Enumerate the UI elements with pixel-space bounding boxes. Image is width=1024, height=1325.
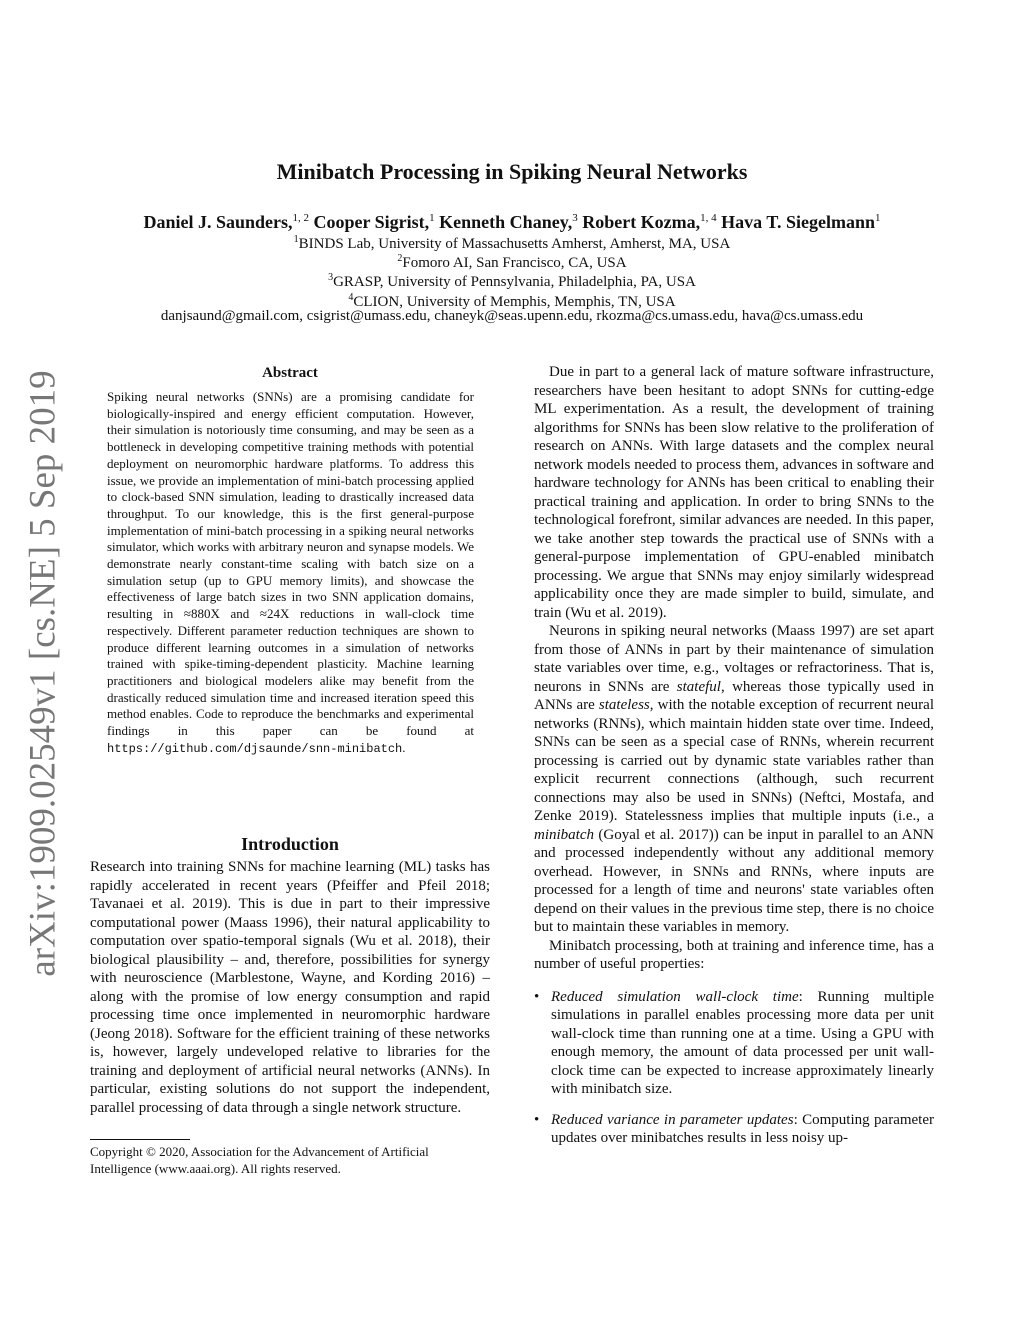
code-link[interactable]: https://github.com/djsaunde/snn-minibatch <box>107 741 403 756</box>
list-item <box>534 1111 934 1148</box>
bullet-term: Reduced simulation wall-clock time <box>551 988 799 1005</box>
bullet-icon: • <box>534 988 540 1005</box>
author-affil-sup: 1, 2 <box>292 212 309 224</box>
introduction-heading: Introduction <box>241 834 339 854</box>
paragraph <box>534 622 934 937</box>
author-affil-sup: 3 <box>572 212 578 224</box>
author-name: Robert Kozma, <box>582 212 701 232</box>
introduction-text: Research into training SNNs for machine learning (ML) tasks has rapidly accelerated in recent years (Pfeiffer and Pfeil 2018; Tavanaei et al. 2019). This is due in part to their impressive computational power (Maass 1996), their natural applicability to computation over spatio-temporal signals (Wu et al. 2018), their biological plausibility – and, therefore, possibilities for synergy with neuroscience (Marblestone, Wayne, and Kording 2016) – along with the promise of low energy consumption and rapid processing time once implemented in neuromorphic hardware (Jeong 2018). Software for the efficient training of these networks is, however, largely undeveloped relative to libraries for the training and deployment of artificial neural networks (ANNs). In particular, existing solutions do not support the independent, parallel processing of data through a single network structure. <box>90 859 490 1116</box>
abstract-text: Spiking neural networks (SNNs) are a promising candidate for biologically-inspired and energy efficient computation. However, their simulation is notoriously time consuming, and may be seen as a bottleneck in developing competitive training methods with potential deployment on neuromorphic hardware platforms. To address this issue, we provide an implementation of mini-batch processing applied to clock-based SNN simulation, leading to drastically increased data throughput. To our knowledge, this is the first general-purpose implementation of mini-batch processing in a spiking neural networks simulator, which works with arbitrary neuron and synapse models. We demonstrate nearly constant-time scaling with batch size on a simulation setup (up to GPU memory limits), and showcase the effectiveness of large batch sizes in two SNN application domains, resulting in ≈880X and ≈24X reductions in wall-clock time respectively. Different parameter reduction techniques are shown to produce different learning outcomes in a simulation of networks trained with spike-timing-dependent plasticity. Machine learning practitioners and biological modelers alike may benefit from the drastically reduced simulation time and increased iteration speed this method enables. Code to reproduce the benchmarks and experimental findings in this paper can be found at <box>107 389 474 739</box>
paragraph-text: Neurons in spiking neural networks (Maass 1997) are set apart from those of ANNs in part by their maintenance of simulation state variables over time, e.g., voltages or refractoriness. That is, neurons in SNNs are <box>534 623 934 695</box>
affiliation-sup: 1 <box>293 234 299 245</box>
paragraph: Due in part to a general lack of mature software infrastructure, researchers have been hesitant to adopt SNNs for cutting-edge ML experimentation. As a result, the development of training algorithms for SNNs has been slow relative to the proliferation of research on ANNs. With large datasets and the complex neural network models needed to process them, advances in software and hardware technology for ANNs has been critical to enabling their practical training and application. In order to bring SNNs to the technological forefront, similar advances are needed. In this paper, we take another step towards the practical use of SNNs with a general-purpose implementation of GPU-enabled minibatch processing. We argue that SNNs may enjoy similarly widespread applicability once they are made simpler to build, simulate, and train (Wu et al. 2019). <box>534 364 934 621</box>
paragraph: Minibatch processing, both at training and inference time, has a number of useful properties: <box>534 937 934 972</box>
abstract-body <box>107 389 474 757</box>
copyright-footnote: Copyright © 2020, Association for the Advancement of Artificial Intelligence (www.aaai.org). All rights reserved. <box>90 1144 429 1176</box>
affiliation-text: GRASP, University of Pennsylvania, Philadelphia, PA, USA <box>333 274 696 290</box>
affiliation-text: CLION, University of Memphis, Memphis, TN, USA <box>353 294 676 310</box>
affiliation-sup: 3 <box>328 272 334 283</box>
bullet-text: : Computing parameter updates over minibatches results in less noisy up- <box>551 1111 935 1146</box>
bullet-icon: • <box>534 1111 540 1128</box>
paragraph-text: , whereas those typically used in ANNs are <box>534 678 934 713</box>
author-affil-sup: 1 <box>429 212 435 224</box>
abstract-heading: Abstract <box>262 365 318 381</box>
author-name: Daniel J. Saunders, <box>143 212 293 232</box>
paragraph-text: (Goyal et al. 2017)) can be input in parallel to an ANN and processed independently without any additional memory overhead. However, in SNNs and RNNs, where inputs are processed for a length of time and neurons' state variables often depend on their values in the previous time step, there is no choice but to maintain these variables in memory. <box>534 826 934 935</box>
paper-title: Minibatch Processing in Spiking Neural Networks <box>276 159 748 184</box>
footnote-rule <box>90 1139 190 1140</box>
abstract-end: . <box>402 739 406 755</box>
arxiv-stamp: arXiv:1909.02549v1 [cs.NE] 5 Sep 2019 <box>22 370 64 977</box>
list-item <box>534 988 934 1099</box>
author-emails: danjsaund@gmail.com, csigrist@umass.edu, chaneyk@seas.upenn.edu, rkozma@cs.umass.edu, hava@cs.umass.edu <box>160 308 864 324</box>
paragraph-text: , with the notable exception of recurrent neural networks (RNNs), which maintain hidden state over time. Indeed, SNNs can be seen as a special case of RNNs, wherein recurrent processing is carried out by dynamic state variables rather than explicit recurrent connections (although, such recurrent connections may also be used in SNNs) (Neftci, Mostafa, and Zenke 2019). Statelessness implies that multiple inputs (i.e., a <box>534 697 934 824</box>
affiliation-sup: 2 <box>397 253 403 264</box>
author-affil-sup: 1 <box>875 212 881 224</box>
author-name: Cooper Sigrist, <box>313 212 430 232</box>
emphasis: minibatch <box>534 826 594 843</box>
author-affil-sup: 1, 4 <box>700 212 717 224</box>
properties-list <box>534 988 934 1148</box>
emphasis: stateful <box>676 678 721 695</box>
bullet-term: Reduced variance in parameter updates <box>551 1111 794 1128</box>
bullet-text: : Running multiple simulations in parallel enables processing more data per unit wall-clock time than running one at a time. Using a GPU with enough memory, the amount of data processed per unit wall-clock time can be expected to increase approximately linearly with minibatch size. <box>551 988 934 1097</box>
affiliation-sup: 4 <box>348 292 354 303</box>
right-column <box>534 363 934 1160</box>
affiliation-text: Fomoro AI, San Francisco, CA, USA <box>402 255 627 271</box>
author-name: Kenneth Chaney, <box>439 212 573 232</box>
emphasis: stateless <box>598 697 650 713</box>
author-name: Hava T. Siegelmann <box>721 212 876 232</box>
affiliation-text: BINDS Lab, University of Massachusetts Amherst, Amherst, MA, USA <box>298 236 731 252</box>
